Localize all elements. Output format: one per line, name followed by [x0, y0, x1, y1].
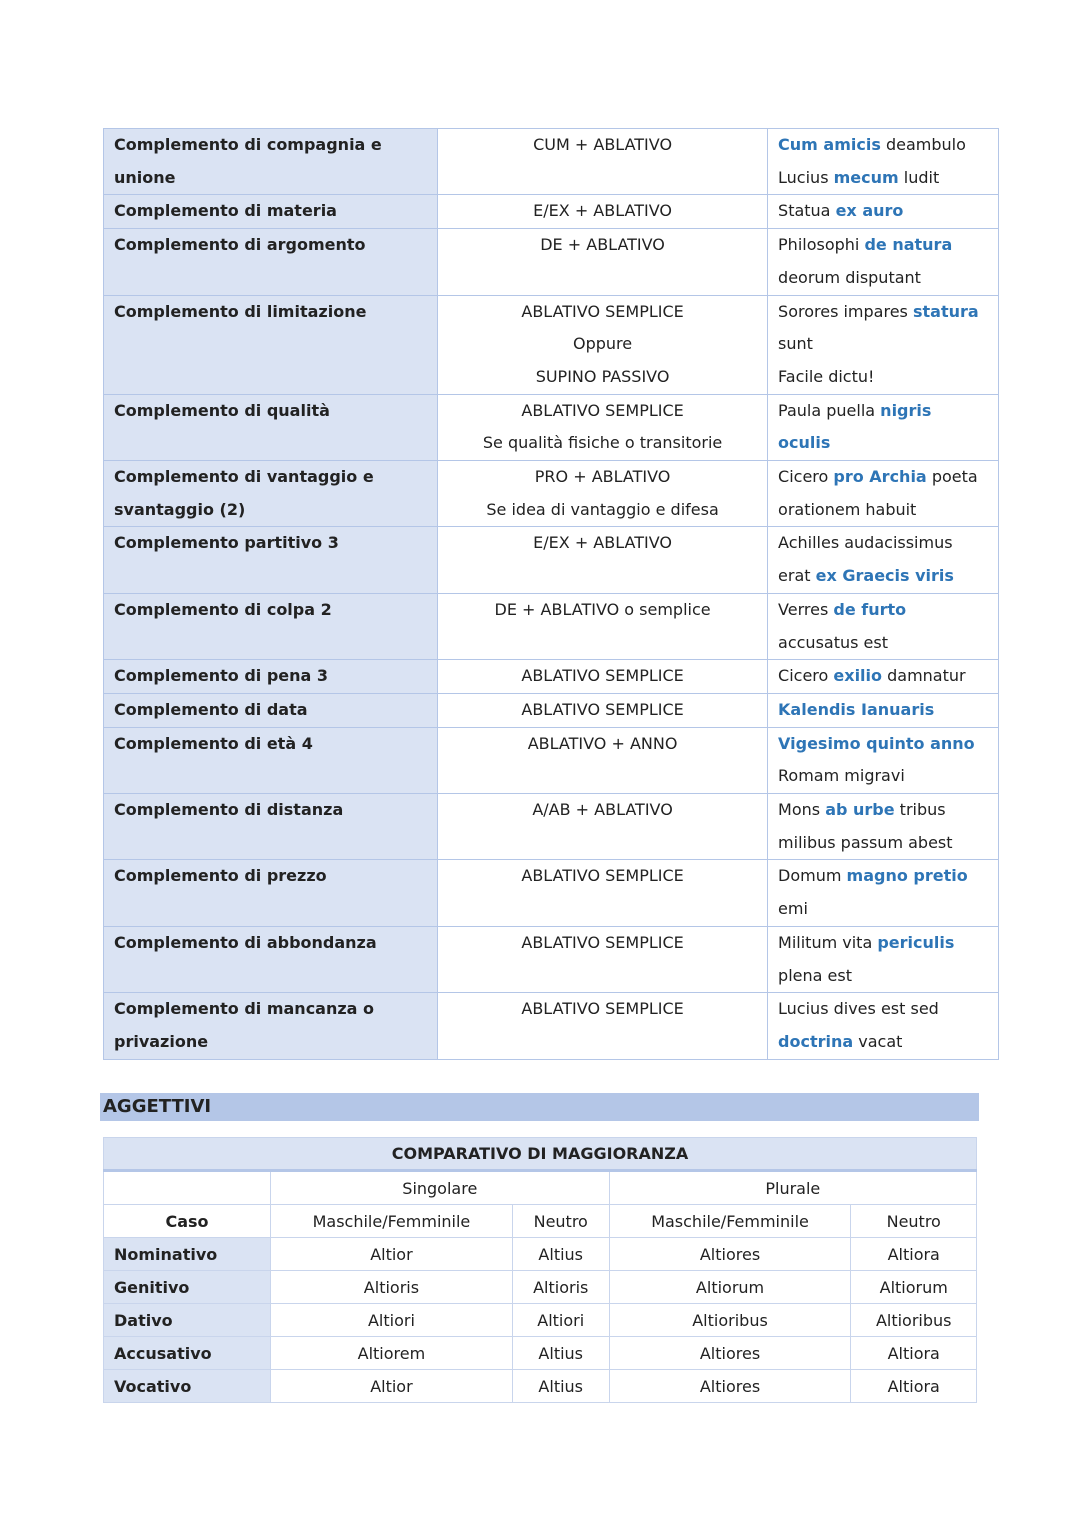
example-text: Sorores impares	[778, 301, 913, 321]
rule-line: A/AB + ABLATIVO	[532, 800, 673, 820]
complemento-example	[768, 593, 999, 659]
complemento-rule	[438, 993, 768, 1059]
form-cell: Altiores	[609, 1370, 851, 1403]
example-line	[778, 660, 988, 693]
example-text: damnatur	[882, 666, 966, 686]
complemento-example	[768, 794, 999, 860]
complemento-name: Complemento di abbondanza	[104, 926, 438, 992]
rule-line: ABLATIVO SEMPLICE	[521, 666, 684, 686]
complemento-rule	[438, 727, 768, 793]
example-line	[778, 927, 988, 960]
highlighted-latin: magno pretio	[846, 866, 968, 886]
example-line	[778, 827, 988, 860]
case-name: Nominativo	[104, 1238, 271, 1271]
rule-line: ABLATIVO SEMPLICE	[521, 400, 684, 420]
example-line	[778, 728, 988, 761]
complemento-example	[768, 394, 999, 460]
example-line	[778, 993, 988, 1026]
rule-line: SUPINO PASSIVO	[535, 366, 670, 386]
table-row	[104, 993, 999, 1059]
highlighted-latin: doctrina	[778, 1031, 854, 1051]
example-text: poeta	[926, 467, 978, 487]
highlighted-latin: pro Archia	[833, 467, 927, 487]
complemento-rule	[438, 295, 768, 394]
complemento-name: Complemento di colpa 2	[104, 593, 438, 659]
complemento-example	[768, 195, 999, 229]
complemento-name: Complemento di limitazione	[104, 295, 438, 394]
empty-cell	[104, 1171, 271, 1205]
complemento-rule	[438, 195, 768, 229]
example-line	[778, 560, 988, 593]
complemento-example	[768, 229, 999, 295]
table-row	[104, 860, 999, 926]
example-line	[778, 860, 988, 893]
example-line	[778, 129, 988, 162]
example-line	[778, 1026, 988, 1059]
example-line	[778, 328, 988, 361]
example-text: ludit	[898, 167, 940, 187]
complemento-example	[768, 660, 999, 694]
example-text: Statua	[778, 201, 836, 221]
complemento-rule	[438, 593, 768, 659]
highlighted-latin: ex Graecis viris	[815, 566, 954, 586]
table-row	[104, 129, 999, 195]
form-cell: Altiores	[609, 1238, 851, 1271]
rule-line: ABLATIVO SEMPLICE	[521, 932, 684, 952]
example-text: Cicero	[778, 666, 834, 686]
rule-line: PRO + ABLATIVO	[534, 467, 671, 487]
complemento-rule	[438, 461, 768, 527]
example-text: Romam migravi	[778, 766, 905, 786]
example-text: Lucius dives est sed	[778, 999, 939, 1019]
example-text: accusatus est	[778, 632, 888, 652]
complemento-example	[768, 926, 999, 992]
complemento-example	[768, 727, 999, 793]
table-row	[104, 727, 999, 793]
table-row	[104, 195, 999, 229]
complemento-rule	[438, 794, 768, 860]
example-text: deorum disputant	[778, 267, 921, 287]
example-line	[778, 162, 988, 195]
complemento-example	[768, 295, 999, 394]
column-header: Neutro	[851, 1205, 977, 1238]
form-cell: Altiorum	[609, 1271, 851, 1304]
form-cell: Altioris	[512, 1271, 609, 1304]
form-cell: Altius	[512, 1337, 609, 1370]
form-cell: Altiores	[609, 1337, 851, 1370]
example-text: sunt	[778, 334, 813, 354]
complemento-rule	[438, 129, 768, 195]
example-text: Achilles audacissimus	[778, 533, 953, 553]
table-title-row	[104, 1138, 977, 1171]
column-header: Maschile/Femminile	[271, 1205, 513, 1238]
rule-line: Oppure	[573, 334, 633, 354]
example-text: erat	[778, 566, 816, 586]
form-cell: Altioribus	[609, 1304, 851, 1337]
rule-line: CUM + ABLATIVO	[533, 135, 673, 154]
complemento-name: Complemento di pena 3	[104, 660, 438, 694]
example-text: Philosophi	[778, 235, 865, 255]
rule-line: Se idea di vantaggio e difesa	[486, 499, 719, 519]
example-text: orationem habuit	[778, 499, 917, 519]
form-cell: Altioris	[271, 1271, 513, 1304]
complemento-name: Complemento di data	[104, 693, 438, 727]
example-line	[778, 296, 988, 329]
table-row	[104, 394, 999, 460]
comparativo-table	[103, 1137, 977, 1403]
section-heading-aggettivi: AGGETTIVI	[100, 1093, 979, 1121]
highlighted-latin: periculis	[877, 932, 955, 952]
table-row	[104, 461, 999, 527]
example-line	[778, 760, 988, 793]
case-name: Vocativo	[104, 1370, 271, 1403]
complemento-example	[768, 693, 999, 727]
complemento-name: Complemento di qualità	[104, 394, 438, 460]
example-line	[778, 960, 988, 993]
example-line	[778, 361, 988, 394]
form-cell: Altioribus	[851, 1304, 977, 1337]
case-name: Genitivo	[104, 1271, 271, 1304]
form-cell: Altior	[271, 1238, 513, 1271]
example-text: vacat	[853, 1031, 903, 1051]
table-row	[104, 295, 999, 394]
rule-line: ABLATIVO SEMPLICE	[521, 999, 684, 1019]
example-line	[778, 262, 988, 295]
highlighted-latin: ab urbe	[825, 800, 895, 820]
highlighted-latin: Vigesimo quinto anno	[778, 733, 975, 753]
highlighted-latin: ex auro	[835, 201, 904, 221]
column-header: Maschile/Femminile	[609, 1205, 851, 1238]
rule-line: E/EX + ABLATIVO	[533, 533, 672, 553]
group-singolare: Singolare	[271, 1171, 610, 1205]
form-cell: Altiori	[512, 1304, 609, 1337]
example-line	[778, 694, 988, 727]
table-row	[104, 1304, 977, 1337]
form-cell: Altiori	[271, 1304, 513, 1337]
highlighted-latin: Cum amicis	[778, 135, 881, 154]
complementi-table	[103, 128, 999, 1060]
example-line	[778, 527, 988, 560]
form-cell: Altior	[271, 1370, 513, 1403]
complemento-name: Complemento di compagnia e unione	[104, 129, 438, 195]
rule-line: ABLATIVO SEMPLICE	[521, 301, 684, 321]
complemento-rule	[438, 926, 768, 992]
example-text: Cicero	[778, 467, 834, 487]
table-row	[104, 1370, 977, 1403]
table-row	[104, 1271, 977, 1304]
complemento-rule	[438, 660, 768, 694]
example-line	[778, 461, 988, 494]
form-cell: Altiorem	[271, 1337, 513, 1370]
complemento-name: Complemento di mancanza o privazione	[104, 993, 438, 1059]
complemento-name: Complemento di materia	[104, 195, 438, 229]
group-plurale: Plurale	[609, 1171, 976, 1205]
complemento-example	[768, 129, 999, 195]
example-line	[778, 427, 988, 460]
example-line	[778, 627, 988, 660]
complemento-example	[768, 860, 999, 926]
complemento-rule	[438, 693, 768, 727]
example-line	[778, 229, 988, 262]
group-header-row	[104, 1171, 977, 1205]
example-line	[778, 794, 988, 827]
complemento-name: Complemento partitivo 3	[104, 527, 438, 593]
rule-line: Se qualità fisiche o transitorie	[482, 433, 723, 453]
complemento-rule	[438, 229, 768, 295]
column-header: Neutro	[512, 1205, 609, 1238]
table-title: COMPARATIVO DI MAGGIORANZA	[104, 1138, 977, 1171]
example-text: Domum	[778, 866, 847, 886]
form-cell: Altiora	[851, 1337, 977, 1370]
complemento-example	[768, 527, 999, 593]
form-cell: Altiorum	[851, 1271, 977, 1304]
table-row	[104, 794, 999, 860]
complemento-name: Complemento di età 4	[104, 727, 438, 793]
form-cell: Altius	[512, 1238, 609, 1271]
caso-header: Caso	[104, 1205, 271, 1238]
example-text: Facile dictu!	[778, 366, 875, 386]
example-text: Militum vita	[778, 932, 878, 952]
example-line	[778, 195, 988, 228]
complemento-rule	[438, 394, 768, 460]
rule-line: ABLATIVO + ANNO	[527, 733, 678, 753]
table-row	[104, 693, 999, 727]
rule-line: E/EX + ABLATIVO	[533, 201, 672, 221]
table-row	[104, 1238, 977, 1271]
complemento-name: Complemento di vantaggio e svantaggio (2)	[104, 461, 438, 527]
example-line	[778, 893, 988, 926]
highlighted-latin: mecum	[833, 167, 899, 187]
example-text: Lucius	[778, 167, 834, 187]
complemento-name: Complemento di distanza	[104, 794, 438, 860]
complemento-rule	[438, 860, 768, 926]
table-row	[104, 1337, 977, 1370]
example-line	[778, 594, 988, 627]
highlighted-latin: exilio	[833, 666, 883, 686]
example-text: tribus	[894, 800, 946, 820]
rule-line: ABLATIVO SEMPLICE	[521, 866, 684, 886]
rule-line: DE + ABLATIVO o semplice	[494, 599, 711, 619]
table-row	[104, 926, 999, 992]
case-name: Accusativo	[104, 1337, 271, 1370]
form-cell: Altiora	[851, 1370, 977, 1403]
rule-line: DE + ABLATIVO	[540, 235, 665, 255]
example-text: plena est	[778, 965, 852, 985]
table-row	[104, 660, 999, 694]
complemento-rule	[438, 527, 768, 593]
highlighted-latin: statura	[912, 301, 979, 321]
case-name: Dativo	[104, 1304, 271, 1337]
example-text: emi	[778, 899, 808, 919]
table-row	[104, 229, 999, 295]
complemento-name: Complemento di argomento	[104, 229, 438, 295]
example-line	[778, 395, 988, 428]
form-cell: Altiora	[851, 1238, 977, 1271]
highlighted-latin: nigris	[880, 400, 932, 420]
column-header-row	[104, 1205, 977, 1238]
example-text: Mons	[778, 800, 826, 820]
highlighted-latin: Kalendis Ianuaris	[778, 699, 935, 719]
complemento-example	[768, 461, 999, 527]
form-cell: Altius	[512, 1370, 609, 1403]
complemento-example	[768, 993, 999, 1059]
highlighted-latin: oculis	[778, 433, 831, 453]
example-text: deambulo	[880, 135, 966, 154]
example-line	[778, 494, 988, 527]
example-text: Paula puella	[778, 400, 881, 420]
example-text: Verres	[778, 599, 834, 619]
rule-line: ABLATIVO SEMPLICE	[521, 699, 684, 719]
highlighted-latin: de natura	[864, 235, 953, 255]
table-row	[104, 527, 999, 593]
example-text: milibus passum abest	[778, 832, 953, 852]
highlighted-latin: de furto	[833, 599, 907, 619]
table-row	[104, 593, 999, 659]
complemento-name: Complemento di prezzo	[104, 860, 438, 926]
